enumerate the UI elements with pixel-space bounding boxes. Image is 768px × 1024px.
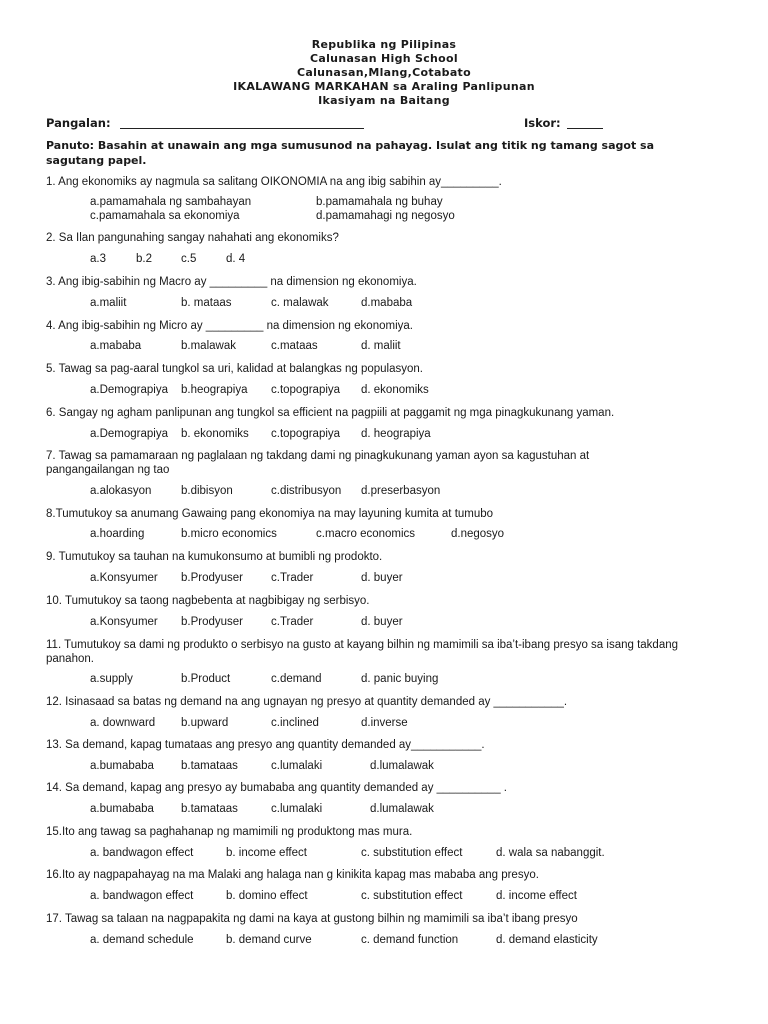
choice-13c: c.lumalaki bbox=[271, 760, 323, 772]
choice-16d: d. income effect bbox=[496, 890, 577, 902]
choice-1d: d.pamamahagi ng negosyo bbox=[316, 210, 455, 222]
choice-7a: a.alokasyon bbox=[90, 485, 152, 497]
header-republic: Republika ng Pilipinas bbox=[311, 38, 457, 51]
choice-15c: c. substitution effect bbox=[361, 847, 463, 859]
choice-3b: b. mataas bbox=[181, 297, 232, 309]
choice-13d: d.lumalawak bbox=[370, 760, 434, 772]
choice-7b: b.dibisyon bbox=[181, 485, 233, 497]
choice-14b: b.tamataas bbox=[181, 803, 238, 815]
choice-14d: d.lumalawak bbox=[370, 803, 434, 815]
choice-3c: c. malawak bbox=[271, 297, 329, 309]
choice-11c: c.demand bbox=[271, 673, 322, 685]
choice-17c: c. demand function bbox=[361, 934, 459, 946]
choice-9b: b.Prodyuser bbox=[181, 572, 244, 584]
choice-2c: c.5 bbox=[181, 253, 197, 265]
choice-2d: d. 4 bbox=[226, 253, 246, 265]
choice-7c: c.distribusyon bbox=[271, 485, 342, 497]
choice-1c: c.pamamahala sa ekonomiya bbox=[90, 210, 240, 222]
name-blank bbox=[120, 116, 364, 129]
choice-14a: a.bumababa bbox=[90, 803, 154, 815]
question-6: 6. Sangay ng agham panlipunan ang tungkol sa efficient na pagpiili at paggamit ng mga pinagkukunang yaman. bbox=[46, 407, 615, 419]
choice-8b: b.micro economics bbox=[181, 528, 277, 540]
choice-8c: c.macro economics bbox=[316, 528, 416, 540]
choice-16b: b. domino effect bbox=[226, 890, 308, 902]
choice-10d: d. buyer bbox=[361, 616, 403, 628]
score-blank bbox=[567, 116, 603, 129]
choice-15b: b. income effect bbox=[226, 847, 307, 859]
instructions: Panuto: Basahin at unawain ang mga sumusunod na pahayag. Isulat ang titik ng tamang sagot sa sagutang papel. bbox=[46, 139, 655, 167]
choice-14c: c.lumalaki bbox=[271, 803, 323, 815]
choice-11d: d. panic buying bbox=[361, 673, 439, 685]
question-17: 17. Tawag sa talaan na nagpapakita ng dami na kaya at gustong bilhin ng mamimili sa iba’t ibang presyo bbox=[46, 913, 578, 925]
choice-17b: b. demand curve bbox=[226, 934, 312, 946]
question-3: 3. Ang ibig-sabihin ng Macro ay _________ na dimension ng ekonomiya. bbox=[46, 276, 417, 288]
choice-13a: a.bumababa bbox=[90, 760, 154, 772]
choice-17a: a. demand schedule bbox=[90, 934, 194, 946]
question-11: 11. Tumutukoy sa dami ng produkto o serbisyo na gusto at kayang bilhin ng mamimili sa iba’t-ibang presyo sa isang takdang panahon. bbox=[46, 639, 679, 665]
choice-5a: a.Demograpiya bbox=[90, 384, 168, 396]
choice-6c: c.topograpiya bbox=[271, 428, 341, 440]
choice-1b: b.pamamahala ng buhay bbox=[316, 196, 443, 208]
choice-8a: a.hoarding bbox=[90, 528, 145, 540]
name-label: Pangalan: bbox=[46, 116, 111, 130]
choice-8d: d.negosyo bbox=[451, 528, 505, 540]
choice-10c: c.Trader bbox=[271, 616, 314, 628]
choice-1a: a.pamamahala ng sambahayan bbox=[90, 196, 252, 208]
choice-3a: a.maliit bbox=[90, 297, 127, 309]
choice-12d: d.inverse bbox=[361, 717, 408, 729]
question-10: 10. Tumutukoy sa taong nagbebenta at nagbibigay ng serbisyo. bbox=[46, 595, 370, 607]
question-7: 7. Tawag sa pamamaraan ng paglalaan ng takdang dami ng pinagkukunang yaman ayon sa kagustuhan at pangangailangan ng tao bbox=[46, 450, 590, 476]
choice-15d: d. wala sa nabanggit. bbox=[496, 847, 605, 859]
header-address: Calunasan,Mlang,Cotabato bbox=[297, 66, 471, 79]
choice-5c: c.topograpiya bbox=[271, 384, 341, 396]
choice-4c: c.mataas bbox=[271, 340, 318, 352]
choice-4a: a.mababa bbox=[90, 340, 142, 352]
choice-4d: d. maliit bbox=[361, 340, 401, 352]
header-exam-title: IKALAWANG MARKAHAN sa Araling Panlipunan bbox=[233, 80, 535, 93]
choice-7d: d.preserbasyon bbox=[361, 485, 441, 497]
choice-2a: a.3 bbox=[90, 253, 106, 265]
question-13: 13. Sa demand, kapag tumataas ang presyo ang quantity demanded ay___________. bbox=[46, 739, 485, 751]
choice-10a: a.Konsyumer bbox=[90, 616, 158, 628]
choice-9c: c.Trader bbox=[271, 572, 314, 584]
header-grade: Ikasiyam na Baitang bbox=[318, 94, 450, 107]
choice-5b: b.heograpiya bbox=[181, 384, 248, 396]
question-16: 16.Ito ay nagpapahayag na ma Malaki ang halaga nan g kinikita kapag mas mababa ang presyo. bbox=[46, 869, 539, 881]
choice-17d: d. demand elasticity bbox=[496, 934, 598, 946]
question-1: 1. Ang ekonomiks ay nagmula sa salitang OIKONOMIA na ang ibig sabihin ay_________. bbox=[46, 176, 502, 188]
choice-11b: b.Product bbox=[181, 673, 231, 685]
score-label: Iskor: bbox=[524, 116, 561, 130]
question-8: 8.Tumutukoy sa anumang Gawaing pang ekonomiya na may layuning kumita at tumubo bbox=[46, 508, 494, 520]
choice-5d: d. ekonomiks bbox=[361, 384, 429, 396]
question-5: 5. Tawag sa pag-aaral tungkol sa uri, kalidad at balangkas ng populasyon. bbox=[46, 363, 423, 375]
choice-9a: a.Konsyumer bbox=[90, 572, 158, 584]
choice-9d: d. buyer bbox=[361, 572, 403, 584]
choice-12b: b.upward bbox=[181, 717, 229, 729]
question-15: 15.Ito ang tawag sa paghahanap ng mamimili ng produktong mas mura. bbox=[46, 826, 413, 838]
choice-6d: d. heograpiya bbox=[361, 428, 431, 440]
choice-16a: a. bandwagon effect bbox=[90, 890, 194, 902]
choice-12c: c.inclined bbox=[271, 717, 319, 729]
choice-10b: b.Prodyuser bbox=[181, 616, 244, 628]
choice-16c: c. substitution effect bbox=[361, 890, 463, 902]
question-2: 2. Sa Ilan pangunahing sangay nahahati ang ekonomiks? bbox=[46, 232, 339, 244]
choice-6a: a.Demograpiya bbox=[90, 428, 168, 440]
question-9: 9. Tumutukoy sa tauhan na kumukonsumo at bumibli ng prodokto. bbox=[46, 551, 383, 563]
header-school: Calunasan High School bbox=[310, 52, 458, 65]
choice-12a: a. downward bbox=[90, 717, 156, 729]
choice-4b: b.malawak bbox=[181, 340, 236, 352]
question-14: 14. Sa demand, kapag ang presyo ay bumababa ang quantity demanded ay __________ . bbox=[46, 782, 507, 794]
question-12: 12. Isinasaad sa batas ng demand na ang ugnayan ng presyo at quantity demanded ay ___________. bbox=[46, 696, 568, 708]
choice-6b: b. ekonomiks bbox=[181, 428, 249, 440]
question-4: 4. Ang ibig-sabihin ng Micro ay _________ na dimension ng ekonomiya. bbox=[46, 320, 413, 332]
choice-15a: a. bandwagon effect bbox=[90, 847, 194, 859]
choice-11a: a.supply bbox=[90, 673, 133, 685]
name-score-row bbox=[46, 116, 736, 132]
choice-13b: b.tamataas bbox=[181, 760, 238, 772]
choice-2b: b.2 bbox=[136, 253, 152, 265]
choice-3d: d.mababa bbox=[361, 297, 413, 309]
